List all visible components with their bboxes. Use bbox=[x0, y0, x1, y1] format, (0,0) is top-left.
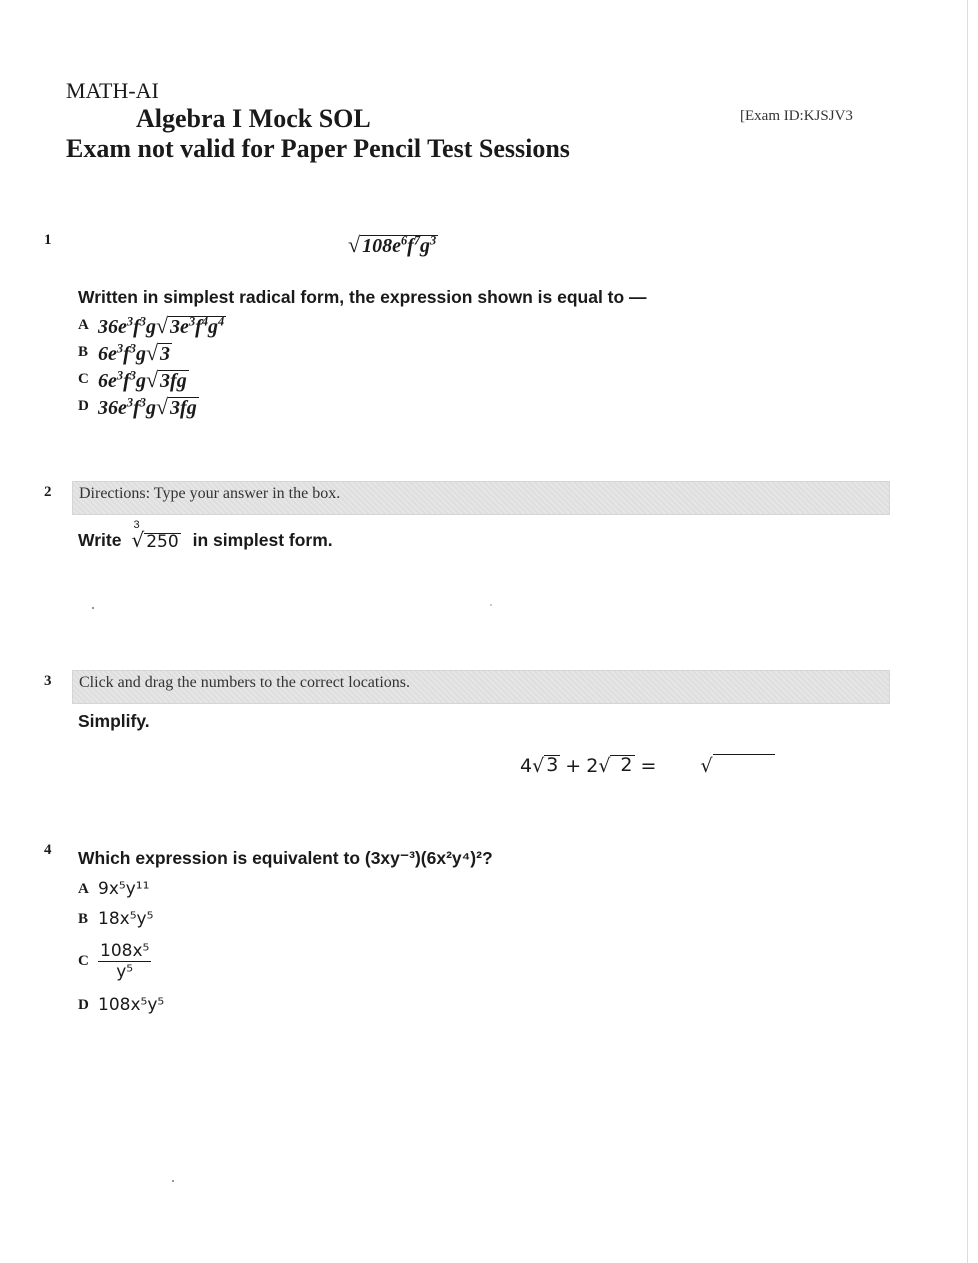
q2-stem bbox=[78, 519, 333, 552]
q2-stem-prefix: Write bbox=[78, 529, 122, 550]
term1-coefficient: 4 bbox=[520, 754, 533, 777]
q4-choices bbox=[78, 874, 164, 1022]
q3-stem: Simplify. bbox=[78, 711, 150, 731]
answer-coefficient-drop-slot[interactable] bbox=[670, 755, 700, 777]
radical-sign-icon: √ bbox=[131, 528, 145, 552]
equals-sign: = bbox=[640, 754, 657, 777]
choice-letter: D bbox=[78, 398, 89, 414]
scan-speck bbox=[172, 1180, 174, 1182]
q1-choice-c[interactable] bbox=[78, 366, 226, 393]
scan-speck bbox=[490, 604, 492, 606]
q2-cube-root bbox=[131, 519, 180, 552]
term2-coefficient: 2 bbox=[586, 754, 599, 777]
q4-choice-a[interactable] bbox=[78, 874, 164, 904]
q1-stem: Written in simplest radical form, the expression shown is equal to — bbox=[78, 287, 647, 307]
radicand: 250 bbox=[146, 532, 179, 552]
choice-letter: C bbox=[78, 952, 89, 969]
q2-directions: Directions: Type your answer in the box. bbox=[72, 481, 890, 515]
question-number-3: 3 bbox=[44, 673, 52, 689]
answer-radicand-drop-slot[interactable] bbox=[713, 754, 775, 777]
choice-expression: $6e^3f^3g√$ 3 bbox=[98, 339, 171, 365]
scan-speck bbox=[92, 607, 94, 609]
fraction-numerator: 108x⁵ bbox=[100, 940, 150, 961]
question-number-4: 4 bbox=[44, 842, 52, 858]
plus-operator: + bbox=[565, 754, 582, 777]
radical-sign-icon: √ bbox=[598, 754, 611, 777]
choice-letter: D bbox=[78, 996, 89, 1013]
q1-choice-b[interactable] bbox=[78, 339, 226, 366]
choice-letter: A bbox=[78, 317, 89, 333]
choice-expression: 108x⁵y⁵ bbox=[98, 995, 165, 1015]
choice-letter: A bbox=[78, 880, 89, 897]
choice-fraction bbox=[98, 941, 151, 982]
radical-sign-icon: √ bbox=[532, 754, 545, 777]
choice-expression: $36e^3f^3g√$ 3fg bbox=[98, 393, 197, 419]
q3-directions: Click and drag the numbers to the correct locations. bbox=[72, 670, 890, 704]
exam-subtitle: Exam not valid for Paper Pencil Test Sessions bbox=[66, 134, 570, 163]
q1-choice-a[interactable] bbox=[78, 312, 226, 339]
q1-expression: √ $108e^6f^7g^3$ bbox=[348, 232, 437, 257]
q1-choice-d[interactable] bbox=[78, 393, 226, 420]
term2-radicand-drop-slot[interactable]: 2 bbox=[610, 755, 634, 776]
choice-letter: C bbox=[78, 371, 89, 387]
term1-radicand: 3 bbox=[546, 754, 559, 777]
exam-id: [Exam ID:KJSJV3 bbox=[740, 108, 853, 124]
q4-choice-b[interactable] bbox=[78, 904, 164, 934]
q4-choice-c[interactable] bbox=[78, 934, 164, 988]
q3-equation bbox=[520, 754, 775, 777]
choice-expression: $6e^3f^3g√$ 3fg bbox=[98, 366, 187, 392]
choice-letter: B bbox=[78, 344, 89, 360]
choice-expression: 9x⁵y¹¹ bbox=[98, 879, 150, 899]
choice-expression: 18x⁵y⁵ bbox=[98, 909, 154, 929]
radical-index: 3 bbox=[133, 519, 140, 531]
scan-edge-line bbox=[967, 0, 968, 1263]
course-label: MATH-AI bbox=[66, 78, 159, 103]
choice-letter: B bbox=[78, 910, 89, 927]
radical-sign-icon: √ bbox=[700, 754, 713, 777]
question-number-2: 2 bbox=[44, 484, 52, 500]
choice-expression: $36e^3f^3g√$ $3e^3f^4g^4$ bbox=[98, 312, 225, 338]
fraction-denominator: y⁵ bbox=[116, 961, 134, 982]
exam-title: Algebra I Mock SOL bbox=[136, 104, 371, 133]
question-number-1: 1 bbox=[44, 232, 52, 248]
q4-stem: Which expression is equivalent to (3xy⁻³)(6x²y⁴)²? bbox=[78, 848, 493, 868]
q1-choices bbox=[78, 312, 226, 420]
q2-stem-suffix: in simplest form. bbox=[192, 529, 333, 550]
q4-choice-d[interactable] bbox=[78, 988, 164, 1022]
